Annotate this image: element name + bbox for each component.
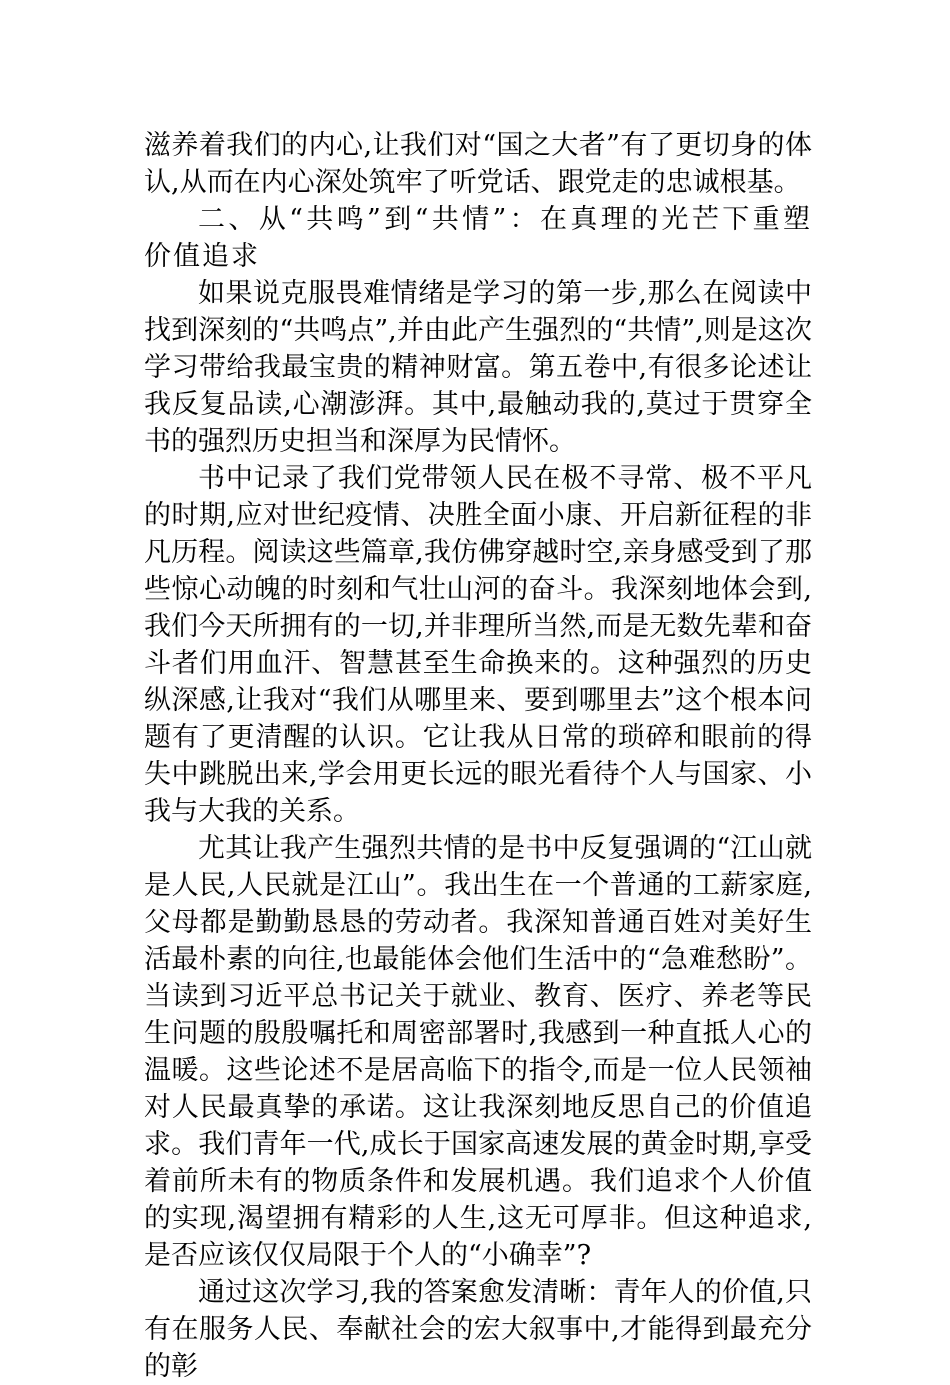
paragraph: 通过这次学习,我的答案愈发清晰：青年人的价值,只有在服务人民、奉献社会的宏大叙事中,才能得到最充分的彰 <box>144 1277 812 1382</box>
paragraph-continuation: 滋养着我们的内心,让我们对“国之大者”有了更切身的体认,从而在内心深处筑牢了听党话、跟党走的忠诚根基。 <box>144 130 812 198</box>
paragraph: 尤其让我产生强烈共情的是书中反复强调的“江山就是人民,人民就是江山”。我出生在一个普通的工薪家庭,父母都是勤勤恳恳的劳动者。我深知普通百姓对美好生活最朴素的向往,也最能体会他们生活中的“急难愁盼”。当读到习近平总书记关于就业、教育、医疗、养老等民生问题的殷殷嘱托和周密部署时,我感到一种直抵人心的温暖。这些论述不是居高临下的指令,而是一位人民领袖对人民最真挚的承诺。这让我深刻地反思自己的价值追求。我们青年一代,成长于国家高速发展的黄金时期,享受着前所未有的物质条件和发展机遇。我们追求个人价值的实现,渴望拥有精彩的人生,这无可厚非。但这种追求,是否应该仅仅局限于个人的“小确幸”? <box>144 833 812 1271</box>
section-heading: 二、从“共鸣”到“共情”：在真理的光芒下重塑价值追求 <box>144 204 812 272</box>
paragraph: 书中记录了我们党带领人民在极不寻常、极不平凡的时期,应对世纪疫情、决胜全面小康、开启新征程的非凡历程。阅读这些篇章,我仿佛穿越时空,亲身感受到了那些惊心动魄的时刻和气壮山河的奋斗。我深刻地体会到,我们今天所拥有的一切,并非理所当然,而是无数先辈和奋斗者们用血汗、智慧甚至生命换来的。这种强烈的历史纵深感,让我对“我们从哪里来、要到哪里去”这个根本问题有了更清醒的认识。它让我从日常的琐碎和眼前的得失中跳脱出来,学会用更长远的眼光看待个人与国家、小我与大我的关系。 <box>144 463 812 827</box>
document-body <box>144 127 812 1385</box>
paragraph: 如果说克服畏难情绪是学习的第一步,那么在阅读中找到深刻的“共鸣点”,并由此产生强烈的“共情”,则是这次学习带给我最宝贵的精神财富。第五卷中,有很多论述让我反复品读,心潮澎湃。其中,最触动我的,莫过于贯穿全书的强烈历史担当和深厚为民情怀。 <box>144 278 812 457</box>
